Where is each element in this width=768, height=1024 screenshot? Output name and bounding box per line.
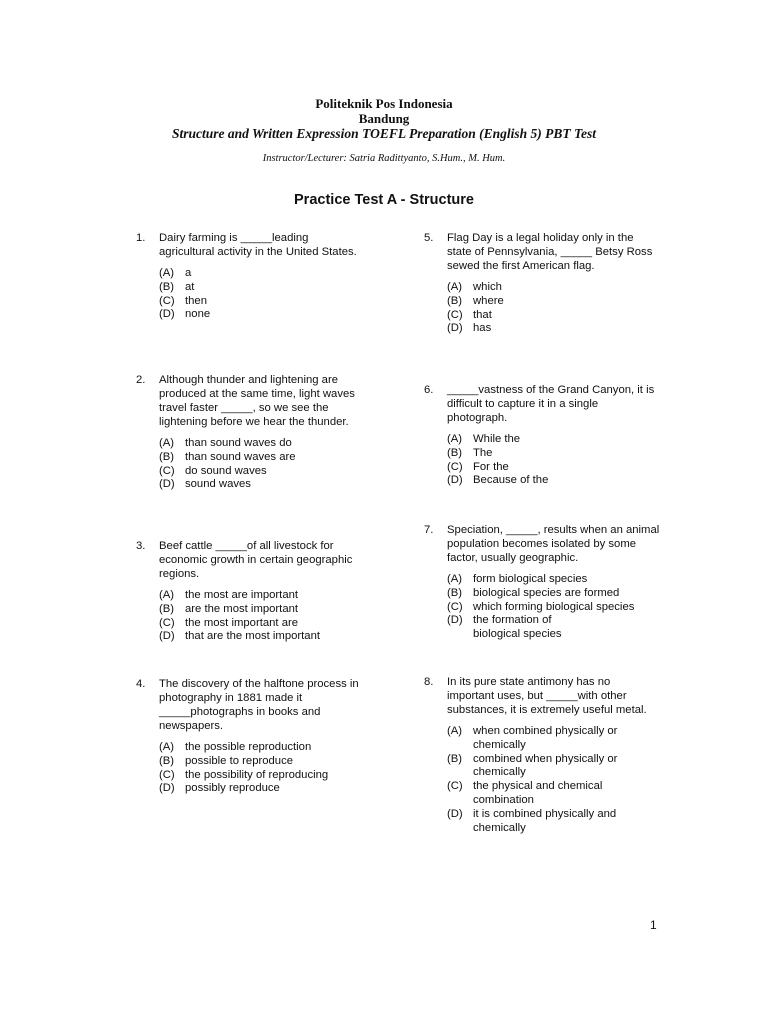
option-c: (C) which forming biological species	[447, 600, 635, 613]
option-list	[447, 281, 660, 336]
question-stem: In its pure state antimony has no important uses, but _____with other substances, it is extremely useful metal.	[447, 676, 647, 716]
question-stem: Speciation, _____, results when an animal population becomes isolated by some factor, usually geographic.	[447, 524, 660, 564]
question-number: 1.	[136, 232, 146, 244]
option-b: (B) biological species are formed	[447, 586, 620, 599]
question-6	[424, 383, 660, 488]
option-c: (C) the physical and chemical combination	[447, 780, 603, 806]
question-number: 6.	[424, 384, 434, 396]
option-list	[447, 573, 660, 642]
option-list	[159, 741, 366, 796]
document-header	[0, 96, 768, 166]
question-stem: _____vastness of the Grand Canyon, it is difficult to capture it in a single photograph.	[447, 384, 655, 424]
option-a: (A) when combined physically or chemically	[447, 725, 618, 751]
option-b: (B) The	[447, 446, 493, 459]
option-c: (C) For the	[447, 460, 509, 473]
question-number: 4.	[136, 678, 146, 690]
option-list	[447, 725, 660, 835]
option-d: (D) possibly reproduce	[159, 782, 280, 795]
option-c: (C) the possibility of reproducing	[159, 768, 329, 781]
option-d: (D) sound waves	[159, 478, 251, 491]
question-stem: Dairy farming is _____leading agricultural activity in the United States.	[159, 232, 357, 258]
question-4	[136, 677, 366, 796]
option-a: (A) the possible reproduction	[159, 741, 312, 753]
option-a: (A) a	[159, 267, 192, 279]
question-8	[424, 675, 660, 835]
page-number: 1	[650, 918, 657, 932]
option-c: (C) the most important are	[159, 616, 299, 629]
option-b: (B) are the most important	[159, 602, 299, 615]
option-list	[159, 437, 366, 492]
question-stem: Flag Day is a legal holiday only in the state of Pennsylvania, _____ Betsy Ross sewed the first American flag.	[447, 232, 653, 272]
option-list	[159, 267, 366, 322]
question-number: 8.	[424, 676, 434, 688]
option-a: (A) which	[447, 281, 502, 293]
option-c: (C) then	[159, 294, 207, 307]
option-list	[447, 433, 660, 488]
institution-city: Bandung	[358, 111, 410, 126]
question-number: 3.	[136, 540, 146, 552]
question-number: 2.	[136, 374, 146, 386]
option-d: (D) none	[159, 308, 211, 321]
option-a: (A) than sound waves do	[159, 437, 292, 449]
instructor-line: Instructor/Lecturer: Satria Radittyanto, S.Hum., M. Hum.	[262, 153, 506, 164]
option-a: (A) the most are important	[159, 589, 299, 601]
option-b: (B) where	[447, 294, 504, 307]
option-d: (D) has	[447, 322, 492, 335]
option-c: (C) do sound waves	[159, 464, 267, 477]
question-stem: Although thunder and lightening are produced at the same time, light waves travel faster _____, so we see the lightening before we hear the thunder.	[159, 374, 355, 428]
option-d: (D) it is combined physically and chemically	[447, 807, 617, 834]
course-title: Structure and Written Expression TOEFL Preparation (English 5) PBT Test	[172, 126, 596, 141]
question-3	[136, 539, 366, 644]
option-d: (D) Because of the	[447, 474, 549, 487]
question-2	[136, 373, 366, 492]
option-d: (D) the formation of biological species	[447, 614, 562, 641]
option-d: (D) that are the most important	[159, 630, 321, 643]
question-number: 5.	[424, 232, 434, 244]
section-title: Practice Test A - Structure	[294, 192, 474, 208]
option-a: (A) form biological species	[447, 573, 588, 585]
option-a: (A) While the	[447, 433, 521, 445]
option-b: (B) combined when physically or chemically	[447, 752, 618, 779]
question-number: 7.	[424, 524, 434, 536]
option-b: (B) possible to reproduce	[159, 754, 294, 767]
option-c: (C) that	[447, 308, 492, 321]
option-b: (B) at	[159, 280, 195, 293]
question-5	[424, 231, 660, 336]
question-7	[424, 523, 660, 642]
option-b: (B) than sound waves are	[159, 450, 296, 463]
question-stem: Beef cattle _____of all livestock for economic growth in certain geographic regions.	[159, 540, 353, 580]
option-list	[159, 589, 366, 644]
question-stem: The discovery of the halftone process in photography in 1881 made it _____photographs in books and newspapers.	[159, 678, 359, 732]
institution-name: Politeknik Pos Indonesia	[315, 96, 453, 111]
question-1	[136, 231, 366, 322]
